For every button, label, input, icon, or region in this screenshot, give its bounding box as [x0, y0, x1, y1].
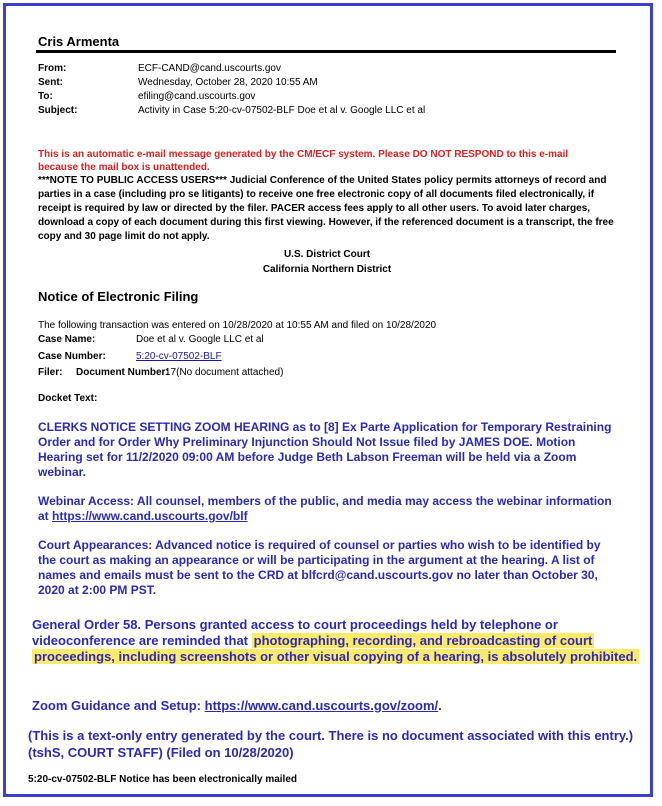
- document-number-label: Document Number:: [76, 367, 169, 378]
- from-value: ECF-CAND@cand.uscourts.gov: [138, 63, 281, 74]
- case-number-link[interactable]: 5:20-cv-07502-BLF: [136, 351, 222, 362]
- zoom-guidance-text: Zoom Guidance and Setup:: [32, 698, 205, 713]
- subject-label: Subject:: [38, 105, 78, 116]
- general-order-paragraph: [32, 617, 644, 665]
- sent-label: Sent:: [38, 77, 63, 88]
- webinar-text: Webinar Access: All counsel, members of the public, and media may access the webinar information at: [38, 494, 612, 523]
- electronically-mailed-footer: 5:20-cv-07502-BLF Notice has been electronically mailed: [28, 774, 297, 785]
- court-district: California Northern District: [262, 264, 392, 275]
- transaction-line: The following transaction was entered on 10/28/2020 at 10:55 AM and filed on 10/28/2020: [38, 320, 437, 331]
- zoom-guidance: [32, 698, 442, 713]
- general-order-text: General Order 58. Persons granted access to court proceedings held by telephone or videoconference are reminded that: [32, 617, 558, 648]
- document-number-value: 17(No document attached): [165, 367, 284, 378]
- sender-name: Cris Armenta: [38, 34, 120, 49]
- nef-heading: Notice of Electronic Filing: [38, 289, 199, 304]
- text-only-entry-note: (This is a text-only entry generated by the court. There is no document associated with this entry.) (tshS, COURT STAFF) (Filed on 10/28/2020): [28, 728, 634, 760]
- from-label: From:: [38, 63, 67, 74]
- case-name-label: Case Name:: [38, 334, 96, 345]
- to-label: To:: [38, 91, 53, 102]
- filer-label: Filer:: [38, 367, 63, 378]
- auto-message-warning: This is an automatic e-mail message generated by the CM/ECF system. Please DO NOT RESPOND to this e-mail because the mail box is unattended.: [38, 149, 569, 173]
- webinar-link[interactable]: https://www.cand.uscourts.gov/blf: [52, 509, 248, 523]
- sent-value: Wednesday, October 28, 2020 10:55 AM: [138, 77, 318, 88]
- zoom-guidance-link[interactable]: https://www.cand.uscourts.gov/zoom/: [204, 698, 439, 713]
- docket-paragraph-webinar: [38, 494, 618, 524]
- header-divider: [36, 50, 616, 53]
- email-frame: [3, 3, 653, 797]
- to-value: efiling@cand.uscourts.gov: [138, 91, 256, 102]
- court-name: U.S. District Court: [283, 249, 371, 260]
- zoom-guidance-period: .: [438, 698, 442, 713]
- case-name-value: Doe et al v. Google LLC et al: [136, 334, 264, 345]
- docket-paragraph-hearing: CLERKS NOTICE SETTING ZOOM HEARING as to [8] Ex Parte Application for Temporary Restraining Order and for Order Why Preliminary Injunction Should Not Issue filed by JAMES DOE. Motion Hearing set for 11/2/2020 09:00 AM before Judge Beth Labson Freeman will be held via a Zoom webinar.: [38, 420, 612, 479]
- public-access-notice: ***NOTE TO PUBLIC ACCESS USERS*** Judicial Conference of the United States policy permits attorneys of record and parties in a case (including pro se litigants) to receive one free electronic copy of all documents filed electronically, if receipt is required by law or directed by the filer. PACER access fees apply to all other users. To avoid later charges, download a copy of each document during this first viewing. However, if the referenced document is a transcript, the free copy and 30 page limit do not apply.: [38, 175, 614, 242]
- docket-text-label: Docket Text:: [38, 393, 98, 404]
- docket-paragraph-appearances: Court Appearances: Advanced notice is required of counsel or parties who wish to be identified by the court as making an appearance or will be participating in the argument at the hearing. A list of names and emails must be sent to the CRD at blfcrd@cand.uscourts.gov no later than October 30, 2020 at 2:00 PM PST.: [38, 538, 601, 597]
- subject-value: Activity in Case 5:20-cv-07502-BLF Doe et al v. Google LLC et al: [138, 105, 426, 116]
- case-number-label: Case Number:: [38, 351, 106, 362]
- prohibition-highlight: photographing, recording, and rebroadcasting of court proceedings, including screenshots or other visual copying of a hearing, is absolutely prohibited.: [34, 633, 638, 664]
